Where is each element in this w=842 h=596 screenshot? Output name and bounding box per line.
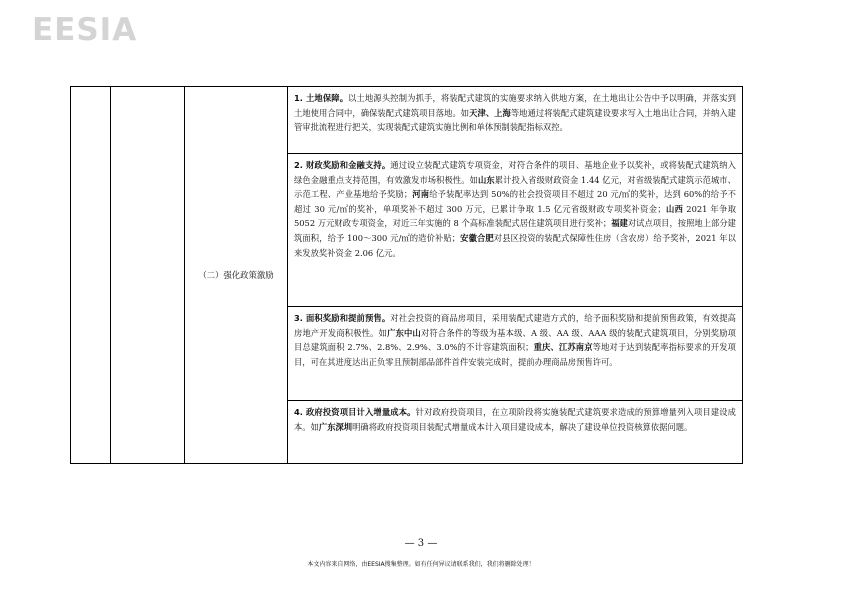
policy-table <box>70 86 743 464</box>
policy-item-1 <box>288 87 743 154</box>
eesia-logo: EESIA <box>32 12 138 48</box>
item-heading: 3. 面积奖励和提前预售。 <box>294 313 391 323</box>
region-highlight: 河南 <box>412 189 430 200</box>
item-heading: 1. 土地保障。 <box>294 93 349 103</box>
region-highlight: 福建 <box>611 218 628 229</box>
region-highlight: 重庆、江苏南京 <box>533 342 593 353</box>
item-text: 等地通过将装配式建筑建设要求写入土地出让合同，并纳入建管审批流程进行把关，实现装配式建筑实施比例和单体预制装配指标双控。 <box>294 107 736 133</box>
item-text: 对符合条件的等级为基本级、A 级、AA 级、AAA 级的装配式建筑项目，分别奖励项目总建筑面积 2.7%、2.8%、2.9%、3.0%的不计容建筑面积； <box>294 327 736 353</box>
empty-cell-col1 <box>71 87 111 464</box>
item-heading: 2. 财政奖励和金融支持。 <box>294 160 391 170</box>
item-text: 2021 年争取 5052 万元财政专项资金，对近三年实施的 8 个高标准装配式居住建筑项目进行奖补； <box>294 203 736 229</box>
policy-item-3 <box>288 307 743 401</box>
item-text: 明确将政府投资项目装配式增量成本计入项目建设成本，解决了建设单位投资核算依据问题。 <box>352 421 693 432</box>
policy-item-2 <box>288 154 743 307</box>
region-highlight: 天津、上海 <box>469 107 511 118</box>
item-text: 给予装配率达到 50%的社会投资项目不超过 20 元/㎡的奖补，达到 60%的给予不超过 30 元/㎡的奖补，单项奖补不超过 300 万元，已累计争取 1.5 亿元省级财政专项奖补资金； <box>294 189 736 214</box>
item-text: 以土地源头控制为抓手，将装配式建筑的实施要求纳入供地方案，在土地出让公告中予以明确，并落实到土地使用合同中，确保装配式建筑项目落地。如 <box>294 93 736 118</box>
item-text: 等地对于达到装配率指标要求的开发项目，可在其进度达出正负零且预制部品部件首件安装完成时，提前办理商品房预售许可。 <box>294 342 736 367</box>
item-text: 针对政府投资项目，在立项阶段将实施装配式建筑要求造成的预算增量列入项目建设成本。如 <box>294 407 736 432</box>
item-text: 对县区投资的装配式保障性住房（含农房）给予奖补，2021 年以来发放奖补资金 2.06 亿元。 <box>294 232 736 258</box>
region-highlight: 安徽合肥 <box>460 232 494 243</box>
item-heading: 4. 政府投资项目计入增量成本。 <box>294 407 416 417</box>
item-text: 累计投入省级财政资金 1.44 亿元，对省级装配式建筑示范城市、示范工程、产业基地给予奖励； <box>294 174 736 200</box>
footer-disclaimer: 本文内容来自网络，由EESIA搜集整理。如有任何异议请联系我们，我们将删除处理！ <box>307 561 535 568</box>
item-text: 通过设立装配式建筑专项资金，对符合条件的项目、基地企业予以奖补，或将装配式建筑纳入绿色金融重点支持范围，有效激发市场积极性。如 <box>294 160 736 185</box>
region-highlight: 山西 <box>665 203 684 214</box>
item-text: 对试点项目，按照地上部分建筑面积，给予 100～300 元/㎡的造价补贴； <box>294 218 736 243</box>
page-number: — 3 — <box>404 538 438 549</box>
region-highlight: 山东 <box>477 174 495 185</box>
policy-category-cell: （二）强化政策激励 <box>185 87 288 464</box>
policy-item-4 <box>288 401 743 464</box>
region-highlight: 广东中山 <box>387 327 421 338</box>
table-row <box>71 87 743 154</box>
empty-cell-col2 <box>111 87 185 464</box>
item-text: 对社会投资的商品房项目，采用装配式建造方式的，给予面积奖励和提前预售政策，有效提高房地产开发商积极性。如 <box>294 313 736 338</box>
region-highlight: 广东深圳 <box>318 421 353 432</box>
